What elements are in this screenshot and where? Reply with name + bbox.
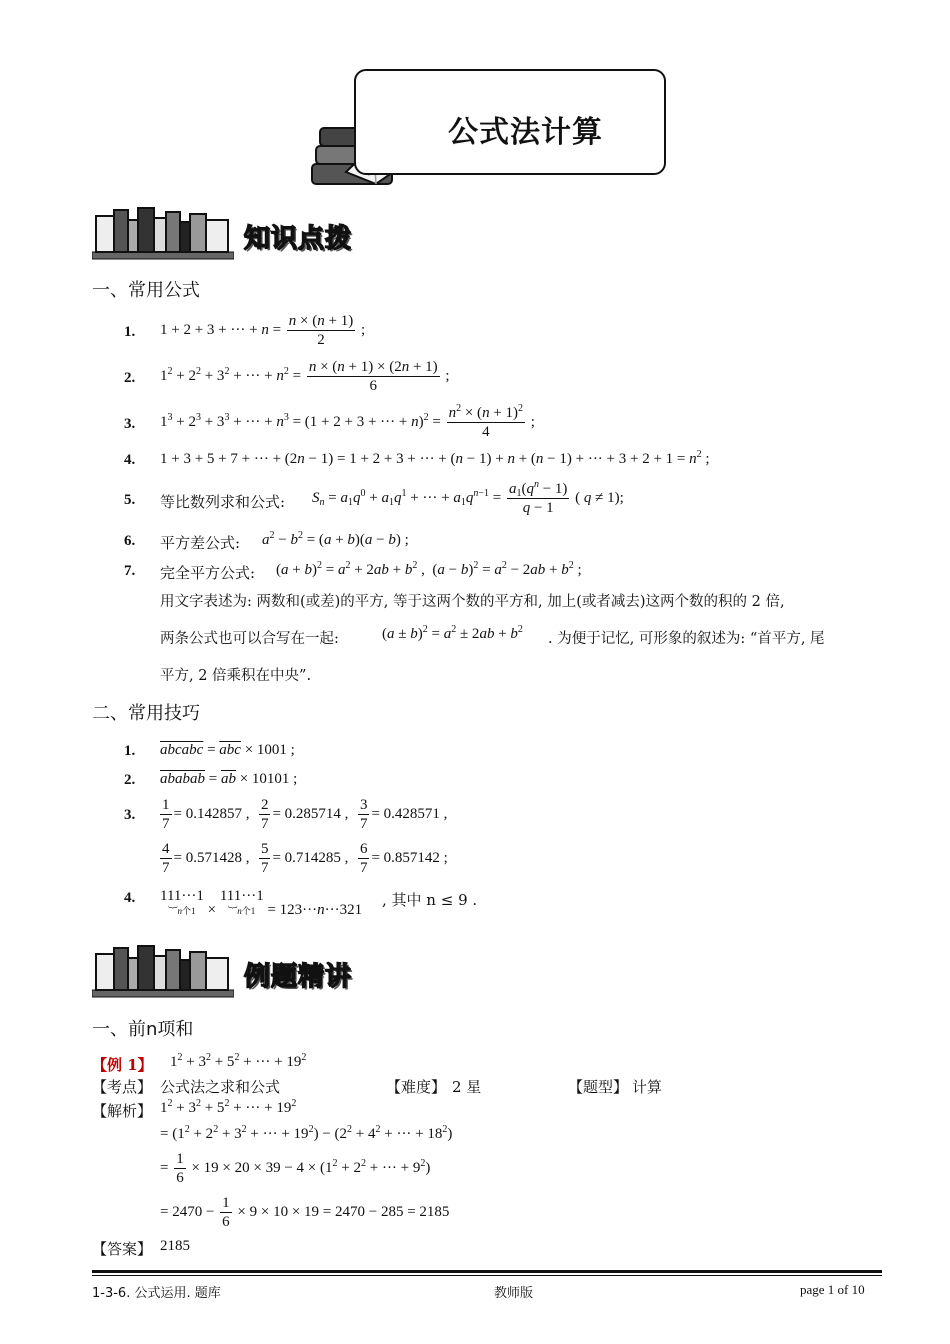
item-number: 4. [124, 890, 136, 906]
jiexi-label: 【解析】 [92, 1102, 153, 1120]
books-banner-icon [92, 206, 234, 260]
formula-1: 1 + 2 + 3 + ··· + n = $\frac{n \times (n + 1)}{2}$ ; [160, 313, 366, 348]
item-number: 3. [124, 807, 136, 823]
formula-7-desc-3: 平方, 2 倍乘积在中央”. [160, 668, 312, 684]
skill-4: 111···1 ︸n个1 × 111···1 ︸n个1 = 123···n···321 [160, 888, 363, 918]
page-title: 公式法计算 [448, 115, 603, 150]
solution-line-2: = ($1^2 + 2^2 + 3^2$ + ··· + $19^2) - (2^2 + 4^2$ + ··· + $18^2$) [160, 1124, 453, 1142]
heading-common-formulas: 一、常用公式 [92, 280, 200, 301]
formula-7-desc-2b: . 为便于记忆, 可形象的叙述为: “首平方, 尾 [548, 631, 825, 647]
formula-4: 1 + 3 + 5 + 7 + ··· + (2n − 1) = 1 + 2 + 3 + ··· + (n − 1) + n + (n − 1) + ··· + $3 + 2 + 1 = n^2$ ; [160, 449, 710, 467]
item-number: 4. [124, 452, 136, 468]
footer-rule-thin [92, 1275, 882, 1276]
solution-line-3: = $\frac{1}{6}$ × $19 \times 20 \times 39 - 4 \times (1^2 + 2^2$ + ··· + $9^2$) [160, 1151, 431, 1186]
example-label: 【例 1】 [92, 1056, 153, 1074]
item-number: 3. [124, 416, 136, 432]
item-number: 2. [124, 370, 136, 386]
item-number: 5. [124, 492, 136, 508]
answer-value: 2185 [160, 1238, 190, 1254]
formula-6-label: 平方差公式: [160, 534, 241, 552]
formula-3: $1^3 + 2^3 + 3^3$ + ··· + $n^3 = (1 + 2 + 3$ + ··· + n)$^2$ = $\frac{n^2 \times (n + 1)^2}{4}$ ; [160, 403, 535, 440]
example-problem: $1^2 + 3^2 + 5^2$ + ··· + $19^2$ [170, 1052, 307, 1070]
skill-2: ababab = $\overline{ab} \times 10101$ ; [160, 771, 298, 787]
kaodian-value: 公式法之求和公式 [160, 1078, 281, 1096]
item-number: 1. [124, 324, 136, 340]
solution-line-1: $1^2 + 3^2 + 5^2$ + ··· + $19^2$ [160, 1098, 297, 1116]
item-number: 6. [124, 533, 136, 549]
formula-7: $(a + b)^2 = a^2 + 2ab + b^2$ , $(a - b)^2 = a^2 - 2ab + b^2$ ; [276, 560, 582, 578]
skill-4-tail: , 其中 n ≤ 9 . [382, 891, 478, 909]
formula-7-combined: $(a \pm b)^2 = a^2 \pm 2ab + b^2$ [382, 624, 523, 642]
item-number: 2. [124, 772, 136, 788]
formula-7-desc-1: 用文字表述为: 两数和(或差)的平方, 等于这两个数的平方和, 加上(或者减去)这两个数的积的 2 倍, [160, 594, 785, 610]
section-banner-knowledge: 知识点拨 [244, 224, 353, 254]
footer-right: page 1 of 10 [800, 1282, 865, 1297]
tixing-value: 计算 [632, 1078, 663, 1096]
item-number: 7. [124, 563, 136, 579]
formula-5-label: 等比数列求和公式: [160, 493, 286, 511]
answer-label: 【答案】 [92, 1240, 153, 1258]
formula-6: $a^2 - b^2 = (a + b)(a - b)$ ; [262, 530, 409, 548]
heading-common-skills: 二、常用技巧 [92, 703, 200, 724]
footer-left: 1-3-6. 公式运用. 题库 [92, 1286, 221, 1301]
heading-sum-first-n: 一、前n项和 [92, 1019, 194, 1040]
skill-1: abcabc = $\overline{abc} \times 1001$ ; [160, 742, 295, 758]
formula-7-label: 完全平方公式: [160, 564, 256, 582]
formula-2: $1^2 + 2^2 + 3^2$ + ··· + $n^2$ = $\frac{n \times (n + 1) \times (2n + 1)}{6}$ ; [160, 359, 450, 394]
skill-3-row-2: $\frac{4}{7}$ = 0.571428 , $\frac{5}{7}$ = 0.714285 , $\frac{6}{7}$ = 0.857142 ; [162, 841, 448, 876]
footer-rule-thick [92, 1270, 882, 1273]
item-number: 1. [124, 743, 136, 759]
kaodian-label: 【考点】 [92, 1078, 153, 1096]
formula-7-desc-2a: 两条公式也可以合写在一起: [160, 631, 339, 647]
nandu-label: 【难度】 [386, 1078, 447, 1096]
footer-center: 教师版 [494, 1286, 534, 1301]
skill-3-row-1: $\frac{1}{7}$ = 0.142857 , $\frac{2}{7}$ = 0.285714 , $\frac{3}{7}$ = 0.428571 , [162, 797, 448, 832]
solution-line-4: = 2470 − $\frac{1}{6}$ × 9 × 10 × 19 = 2470 − 285 = 2185 [160, 1195, 450, 1230]
tixing-label: 【题型】 [568, 1078, 629, 1096]
section-banner-examples: 例题精讲 [244, 962, 353, 992]
formula-5: $S_n = a_1q^0 + a_1q^1$ + ··· + $a_1q^{n-1}$ = $\frac{a_1(q^n - 1)}{q - 1}$ ( q ≠ 1); [312, 479, 624, 516]
nandu-value: 2 星 [452, 1078, 482, 1096]
books-banner-icon [92, 944, 234, 998]
